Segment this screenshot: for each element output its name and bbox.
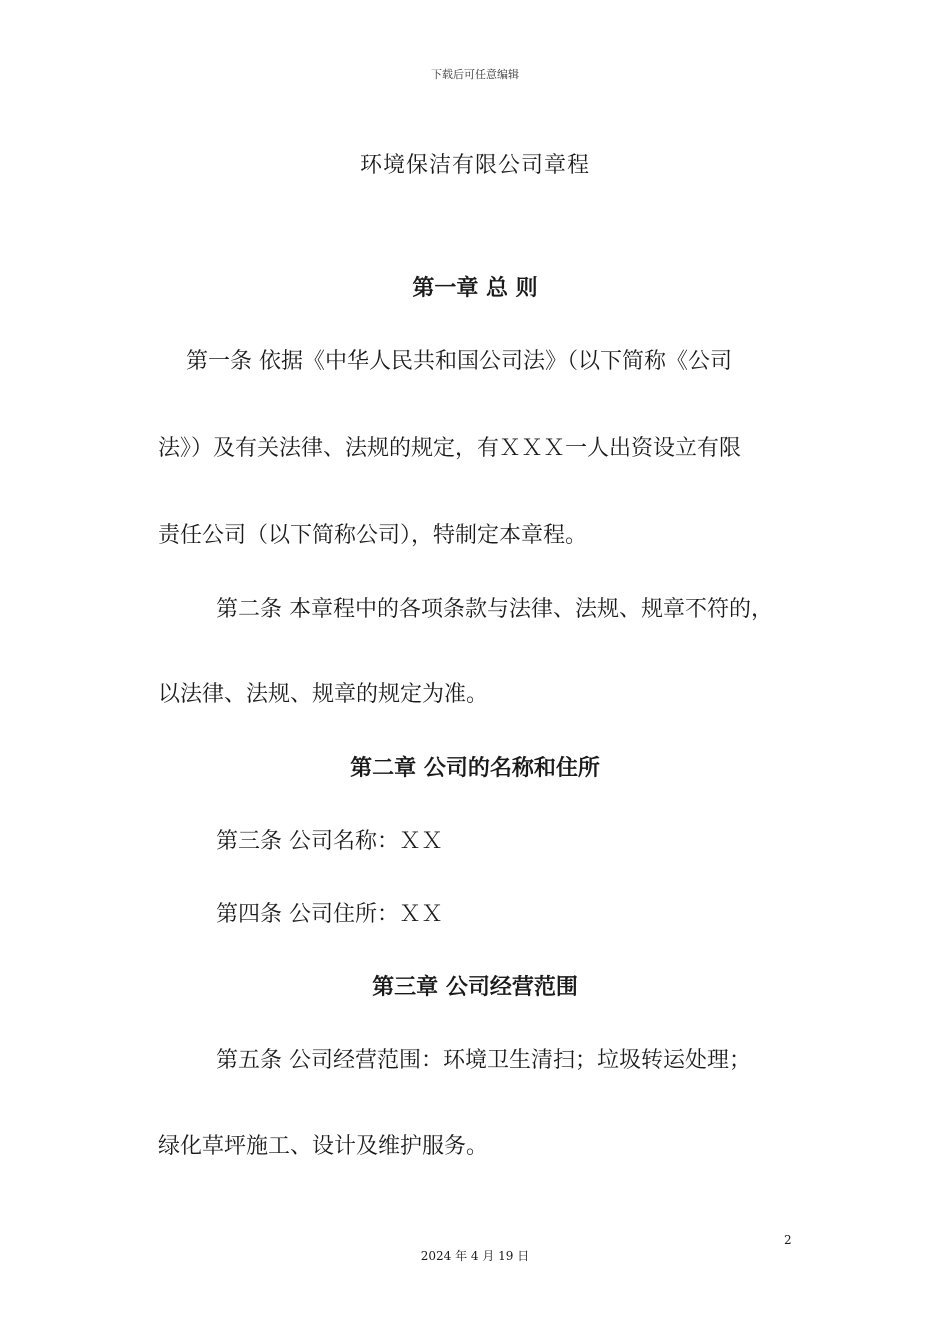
article-1-line-3: 责任公司（以下简称公司），特制定本章程。 — [158, 523, 588, 548]
article-5-line-1: 第五条 公司经营范围：环境卫生清扫；垃圾转运处理； — [216, 1048, 751, 1073]
article-1-line-1: 第一条 依据《中华人民共和国公司法》（以下简称《公司 — [186, 349, 732, 374]
footer-date: 2024 年 4 月 19 日 — [420, 1249, 530, 1263]
article-2-line-2: 以法律、法规、规章的规定为准。 — [158, 682, 489, 707]
article-4-line-1: 第四条 公司住所：ＸＸ — [216, 902, 443, 927]
article-1-line-2: 法》）及有关法律、法规的规定，有ＸＸＸ一人出资设立有限 — [158, 436, 742, 461]
article-2-line-1: 第二条 本章程中的各项条款与法律、法规、规章不符的， — [216, 597, 773, 622]
article-5-line-2: 绿化草坪施工、设计及维护服务。 — [158, 1134, 489, 1159]
chapter-3-heading: 第三章 公司经营范围 — [372, 975, 578, 1000]
header-note: 下载后可任意编辑 — [431, 68, 519, 81]
document-title: 环境保洁有限公司章程 — [359, 153, 590, 178]
page-number: 2 — [784, 1233, 792, 1247]
chapter-2-heading: 第二章 公司的名称和住所 — [350, 756, 600, 781]
article-3-line-1: 第三条 公司名称：ＸＸ — [216, 829, 443, 854]
chapter-1-heading: 第一章 总 则 — [412, 276, 538, 301]
